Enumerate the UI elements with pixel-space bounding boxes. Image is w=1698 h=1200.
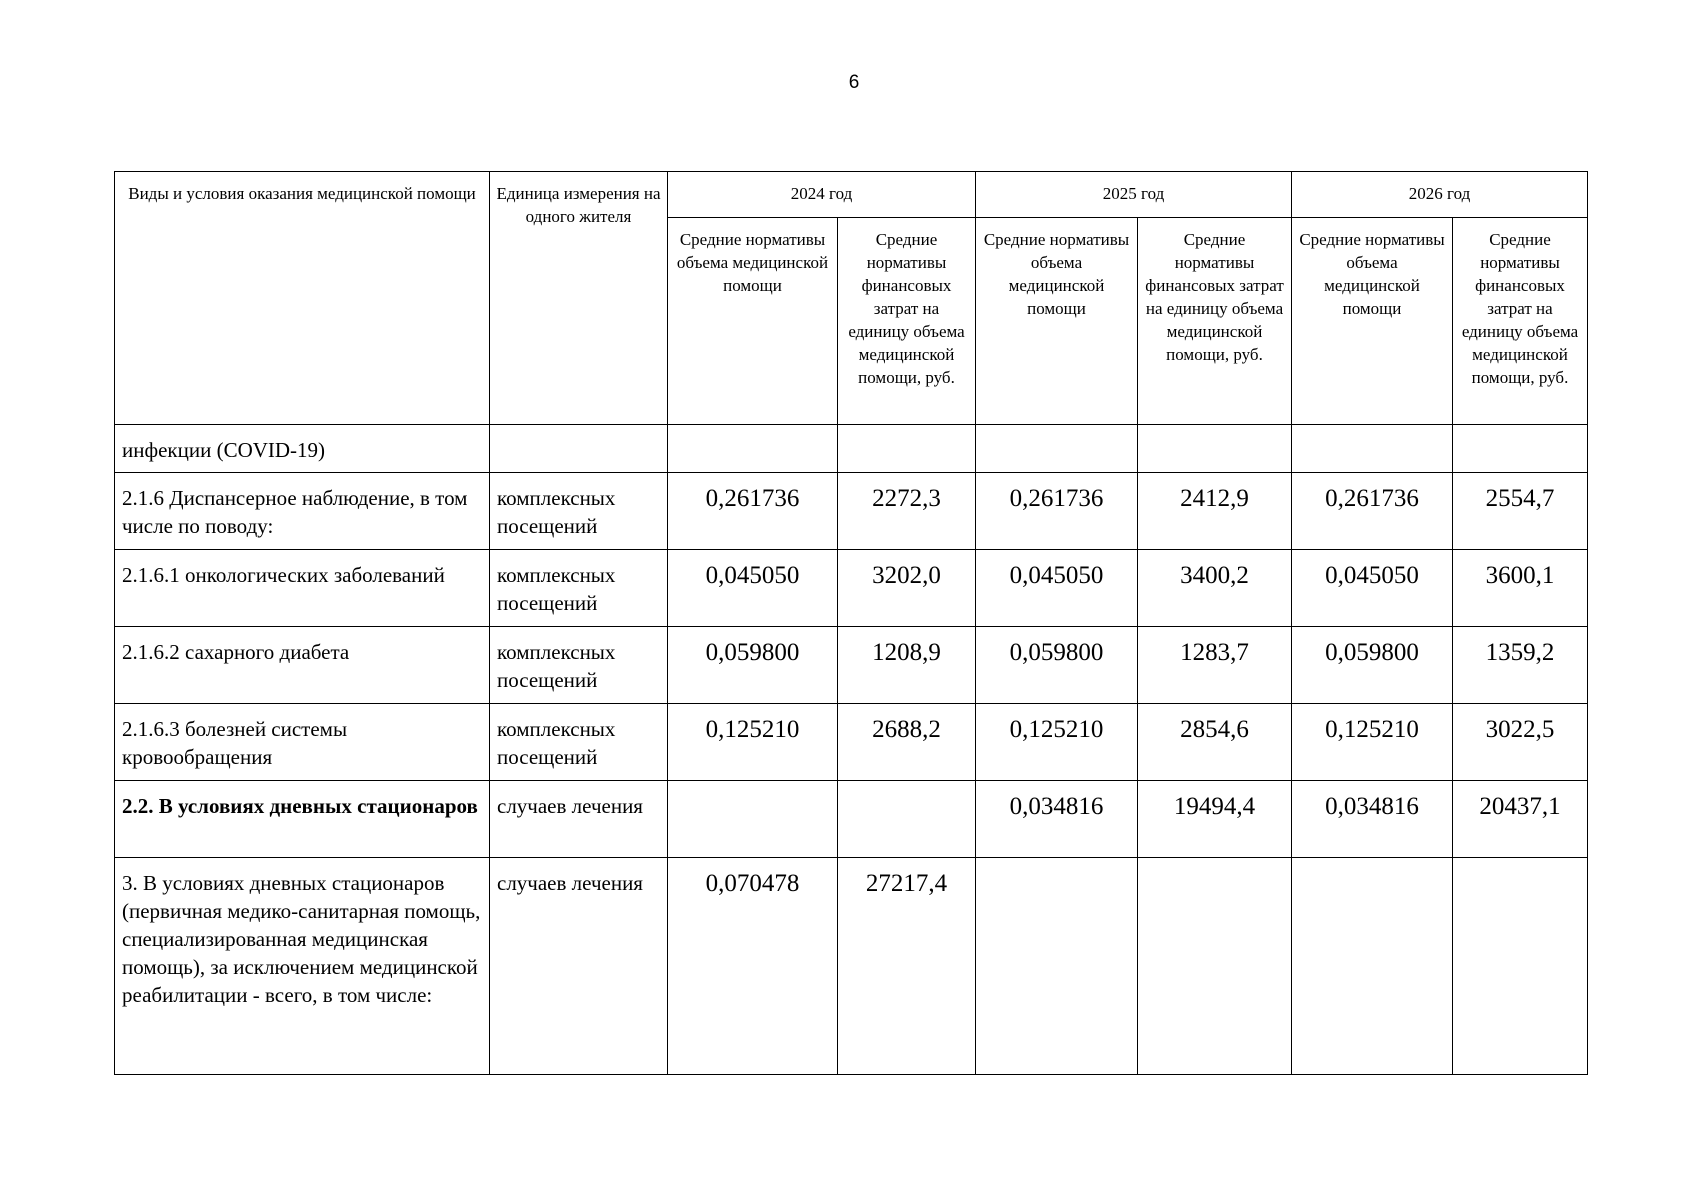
header-volume-2024: Средние нормативы объема медицинской помощи [668,218,838,425]
cell-cost-2024: 3202,0 [838,550,976,627]
header-cost-2024: Средние нормативы финансовых затрат на единицу объема медицинской помощи, руб. [838,218,976,425]
cell-cost-2026: 20437,1 [1453,781,1588,858]
cell-cost-2026: 2554,7 [1453,473,1588,550]
header-volume-2026: Средние нормативы объема медицинской помощи [1292,218,1453,425]
cell-volume-2025: 0,261736 [976,473,1138,550]
cell-cost-2025: 3400,2 [1138,550,1292,627]
row-unit: комплексных посещений [490,473,668,550]
row-unit: случаев лечения [490,781,668,858]
cell-cost-2024: 27217,4 [838,858,976,1075]
cell-volume-2026: 0,261736 [1292,473,1453,550]
table-row [115,858,1588,1075]
cell-cost-2026 [1453,425,1588,473]
row-unit: случаев лечения [490,858,668,1075]
cell-volume-2024: 0,261736 [668,473,838,550]
table-row [115,704,1588,781]
header-type: Виды и условия оказания медицинской помощи [115,172,490,425]
row-label: 2.1.6 Диспансерное наблюдение, в том числе по поводу: [115,473,490,550]
row-unit: комплексных посещений [490,704,668,781]
cell-cost-2025: 19494,4 [1138,781,1292,858]
cell-volume-2024: 0,125210 [668,704,838,781]
header-volume-2025: Средние нормативы объема медицинской помощи [976,218,1138,425]
table-row [115,550,1588,627]
cell-cost-2025 [1138,425,1292,473]
cell-volume-2025 [976,858,1138,1075]
row-unit: комплексных посещений [490,627,668,704]
cell-cost-2026 [1453,858,1588,1075]
cell-volume-2026: 0,045050 [1292,550,1453,627]
cell-volume-2024: 0,070478 [668,858,838,1075]
cell-cost-2024: 2688,2 [838,704,976,781]
cell-volume-2026: 0,059800 [1292,627,1453,704]
header-year-2024: 2024 год [668,172,976,218]
row-label: 2.1.6.3 болезней системы кровообращения [115,704,490,781]
cell-cost-2025: 2854,6 [1138,704,1292,781]
header-cost-2025: Средние нормативы финансовых затрат на единицу объема медицинской помощи, руб. [1138,218,1292,425]
cell-cost-2024: 1208,9 [838,627,976,704]
cell-volume-2025: 0,059800 [976,627,1138,704]
cell-cost-2026: 1359,2 [1453,627,1588,704]
cell-cost-2024 [838,425,976,473]
row-unit: комплексных посещений [490,550,668,627]
table-row [115,781,1588,858]
norms-table [114,171,1588,1075]
row-label: 2.1.6.1 онкологических заболеваний [115,550,490,627]
cell-volume-2026: 0,125210 [1292,704,1453,781]
table-row [115,627,1588,704]
cell-volume-2026: 0,034816 [1292,781,1453,858]
cell-cost-2026: 3022,5 [1453,704,1588,781]
cell-cost-2025: 1283,7 [1138,627,1292,704]
cell-cost-2025 [1138,858,1292,1075]
page-number: 6 [848,72,860,93]
cell-volume-2024: 0,045050 [668,550,838,627]
cell-volume-2025: 0,125210 [976,704,1138,781]
cell-cost-2024: 2272,3 [838,473,976,550]
table-row [115,473,1588,550]
cell-volume-2025: 0,045050 [976,550,1138,627]
cell-volume-2024: 0,059800 [668,627,838,704]
cell-volume-2026 [1292,858,1453,1075]
cell-volume-2024 [668,781,838,858]
row-label: 3. В условиях дневных стационаров (первичная медико-санитарная помощь, специализированная медицинская помощь), за исключением медицинской реабилитации - всего, в том числе: [115,858,490,1075]
header-year-2025: 2025 год [976,172,1292,218]
cell-cost-2026: 3600,1 [1453,550,1588,627]
table-row [115,425,1588,473]
row-label: 2.1.6.2 сахарного диабета [115,627,490,704]
header-unit: Единица измерения на одного жителя [490,172,668,425]
header-cost-2026: Средние нормативы финансовых затрат на единицу объема медицинской помощи, руб. [1453,218,1588,425]
cell-volume-2026 [1292,425,1453,473]
header-year-2026: 2026 год [1292,172,1588,218]
cell-volume-2024 [668,425,838,473]
row-unit [490,425,668,473]
row-label: 2.2. В условиях дневных стационаров [115,781,490,858]
cell-volume-2025 [976,425,1138,473]
cell-cost-2024 [838,781,976,858]
cell-cost-2025: 2412,9 [1138,473,1292,550]
row-label: инфекции (COVID-19) [115,425,490,473]
header-row-years [115,172,1588,218]
cell-volume-2025: 0,034816 [976,781,1138,858]
